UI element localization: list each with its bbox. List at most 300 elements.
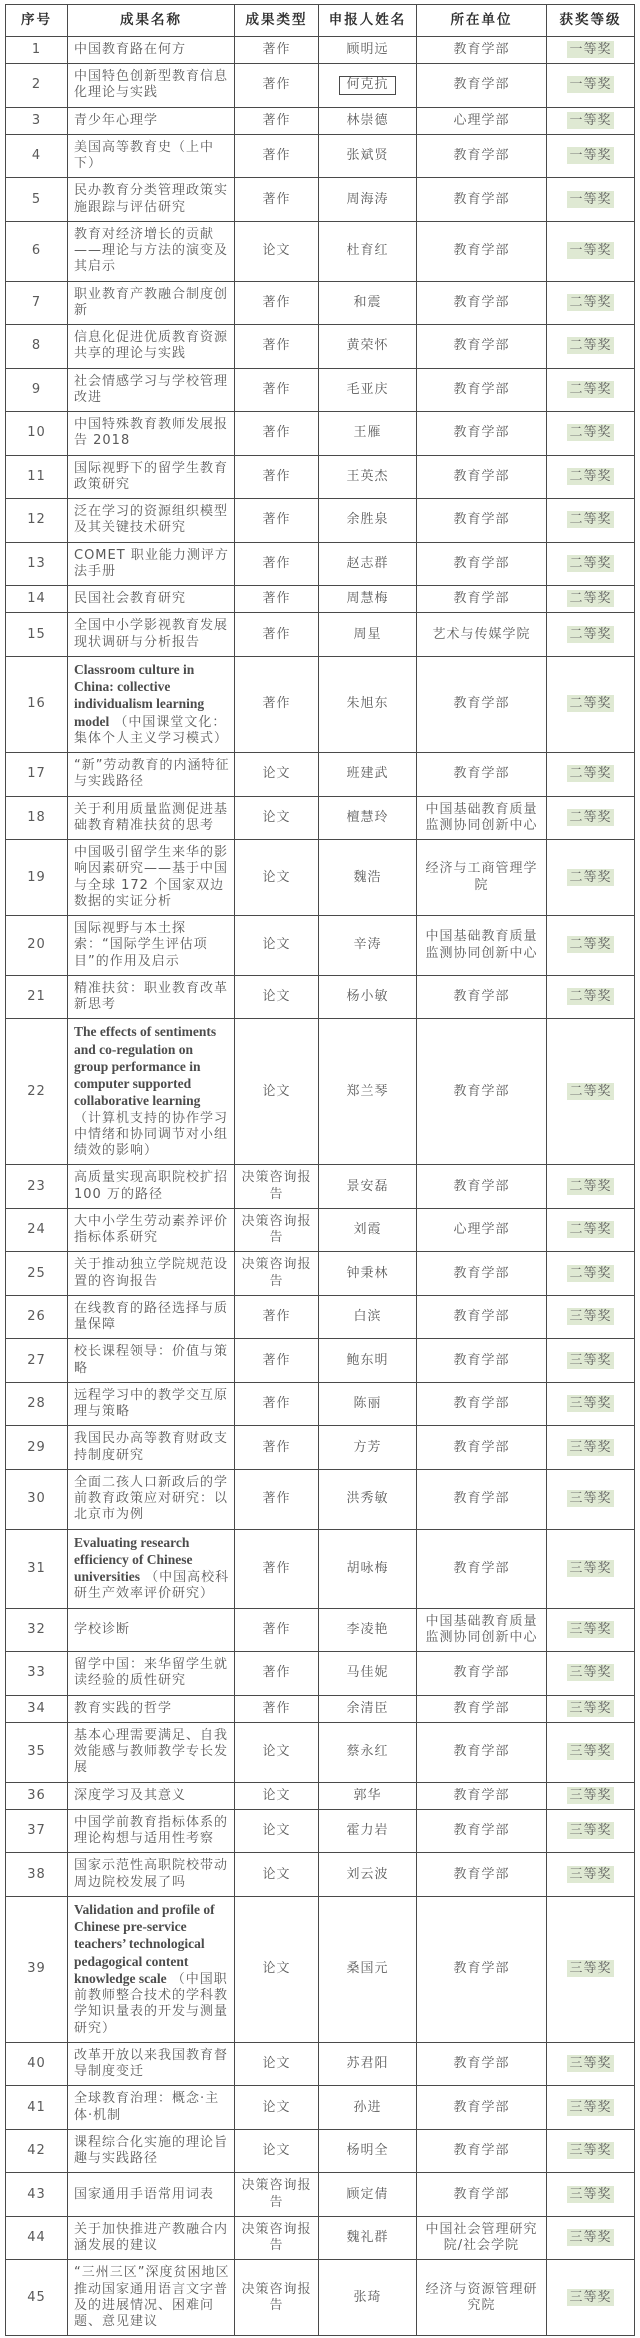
table-row <box>6 1695 635 1722</box>
cell-unit: 教育学部 <box>417 1295 547 1339</box>
cell-title: 高质量实现高职院校扩招 100 万的路径 <box>68 1165 235 1209</box>
cell-award <box>547 840 635 916</box>
cell-type: 著作 <box>235 1382 319 1426</box>
cell-unit: 教育学部 <box>417 1529 547 1608</box>
award-level-badge: 二等奖 <box>569 1222 612 1237</box>
cell-award <box>547 1896 635 2042</box>
cell-award <box>547 134 635 178</box>
cell-serial: 2 <box>6 64 68 108</box>
cell-award <box>547 1252 635 1296</box>
cell-unit: 教育学部 <box>417 2173 547 2217</box>
cell-type: 著作 <box>235 656 319 752</box>
cell-title: 校长课程领导：价值与策略 <box>68 1339 235 1383</box>
cell-unit: 教育学部 <box>417 1722 547 1782</box>
cell-award <box>547 1722 635 1782</box>
cell-serial: 42 <box>6 2129 68 2173</box>
table-row <box>6 1165 635 1209</box>
table-row <box>6 1608 635 1652</box>
table-row <box>6 1896 635 2042</box>
cell-serial: 26 <box>6 1295 68 1339</box>
cell-serial: 33 <box>6 1652 68 1696</box>
cell-unit: 教育学部 <box>417 325 547 369</box>
cell-type: 决策咨询报告 <box>235 1165 319 1209</box>
cell-type: 论文 <box>235 2086 319 2130</box>
award-level-badge: 三等奖 <box>569 1665 612 1681</box>
cell-award <box>547 107 635 134</box>
award-level-badge: 二等奖 <box>569 512 612 528</box>
cell-award <box>547 1019 635 1165</box>
cell-serial: 27 <box>6 1339 68 1383</box>
cell-applicant: 赵志群 <box>319 542 417 586</box>
award-level-badge: 二等奖 <box>569 591 612 607</box>
cell-unit: 教育学部 <box>417 1469 547 1529</box>
cell-applicant: 毛亚庆 <box>319 368 417 412</box>
cell-unit: 教育学部 <box>417 178 547 222</box>
award-level-badge: 三等奖 <box>569 1621 612 1637</box>
cell-serial: 43 <box>6 2173 68 2217</box>
cell-applicant: 王英杰 <box>319 455 417 499</box>
table-row <box>6 1529 635 1608</box>
cell-unit: 教育学部 <box>417 1652 547 1696</box>
cell-award <box>547 1695 635 1722</box>
cell-award <box>547 325 635 369</box>
table-row <box>6 1252 635 1296</box>
cell-unit: 心理学部 <box>417 107 547 134</box>
cell-type: 决策咨询报告 <box>235 1252 319 1296</box>
cell-title: Validation and profile of Chinese pre-service teachers’ technological pedagogical content knowledge scale （中国职前教师整合技术的学科教学知识量表的开发与测量研究） <box>68 1896 235 2042</box>
cell-unit: 教育学部 <box>417 753 547 797</box>
cell-award <box>547 412 635 456</box>
cell-award <box>547 1782 635 1809</box>
cell-award <box>547 753 635 797</box>
cell-applicant: 张琦 <box>319 2260 417 2336</box>
table-row <box>6 1426 635 1470</box>
cell-title: 信息化促进优质教育资源共享的理论与实践 <box>68 325 235 369</box>
cell-title: 关于加快推进产教融合内涵发展的建议 <box>68 2216 235 2260</box>
cell-unit: 中国基础教育质量监测协同创新中心 <box>417 796 547 840</box>
cell-title: COMET 职业能力测评方法手册 <box>68 542 235 586</box>
cell-serial: 11 <box>6 455 68 499</box>
cell-applicant: 顾明远 <box>319 36 417 63</box>
award-level-badge: 三等奖 <box>569 1744 612 1760</box>
cell-award <box>547 796 635 840</box>
cell-applicant: 胡咏梅 <box>319 1529 417 1608</box>
cell-serial: 28 <box>6 1382 68 1426</box>
cell-title: 中国教育路在何方 <box>68 36 235 63</box>
cell-type: 著作 <box>235 178 319 222</box>
cell-applicant: 和震 <box>319 281 417 325</box>
award-level-badge: 二等奖 <box>569 766 612 782</box>
award-level-badge: 三等奖 <box>569 1787 612 1803</box>
cell-type: 著作 <box>235 1469 319 1529</box>
header-title: 成果名称 <box>68 5 235 37</box>
award-level-badge: 二等奖 <box>569 381 612 397</box>
cell-unit: 教育学部 <box>417 1426 547 1470</box>
cell-title: 关于推动独立学院规范设置的咨询报告 <box>68 1252 235 1296</box>
cell-title: 国际视野下的留学生教育政策研究 <box>68 455 235 499</box>
cell-title: 职业教育产教融合制度创新 <box>68 281 235 325</box>
table-row <box>6 2173 635 2217</box>
cell-award <box>547 1469 635 1529</box>
cell-award <box>547 499 635 543</box>
award-level-badge: 三等奖 <box>569 1560 612 1576</box>
cell-applicant: 刘云波 <box>319 1853 417 1897</box>
cell-serial: 7 <box>6 281 68 325</box>
cell-applicant: 魏礼群 <box>319 2216 417 2260</box>
cell-applicant: 李凌艳 <box>319 1608 417 1652</box>
cell-unit: 中国基础教育质量监测协同创新中心 <box>417 1608 547 1652</box>
cell-type: 论文 <box>235 753 319 797</box>
cell-award <box>547 1208 635 1252</box>
cell-applicant: 洪秀敏 <box>319 1469 417 1529</box>
cell-unit: 教育学部 <box>417 499 547 543</box>
table-row <box>6 586 635 613</box>
cell-type: 著作 <box>235 1426 319 1470</box>
title-english-part: Validation and profile of Chinese pre-service teachers’ technological pedagogical content knowledge scale <box>74 1901 215 1986</box>
cell-type: 著作 <box>235 455 319 499</box>
header-award: 获奖等级 <box>547 5 635 37</box>
cell-title: 青少年心理学 <box>68 107 235 134</box>
table-row <box>6 64 635 108</box>
award-level-badge: 一等奖 <box>569 191 612 207</box>
cell-serial: 10 <box>6 412 68 456</box>
cell-unit: 教育学部 <box>417 368 547 412</box>
cell-type: 决策咨询报告 <box>235 1208 319 1252</box>
header-applicant: 申报人姓名 <box>319 5 417 37</box>
cell-type: 著作 <box>235 36 319 63</box>
cell-unit: 心理学部 <box>417 1208 547 1252</box>
cell-applicant: 杨明全 <box>319 2129 417 2173</box>
award-level-badge: 三等奖 <box>569 1439 612 1455</box>
cell-type: 决策咨询报告 <box>235 2173 319 2217</box>
cell-applicant: 魏浩 <box>319 840 417 916</box>
cell-serial: 44 <box>6 2216 68 2260</box>
cell-unit: 教育学部 <box>417 1382 547 1426</box>
cell-serial: 14 <box>6 586 68 613</box>
award-level-badge: 二等奖 <box>569 555 612 571</box>
cell-unit: 教育学部 <box>417 1782 547 1809</box>
cell-type: 著作 <box>235 499 319 543</box>
award-level-badge: 二等奖 <box>569 869 612 885</box>
cell-unit: 教育学部 <box>417 1695 547 1722</box>
cell-serial: 36 <box>6 1782 68 1809</box>
cell-type: 论文 <box>235 221 319 281</box>
table-row <box>6 221 635 281</box>
table-row <box>6 134 635 178</box>
cell-type: 著作 <box>235 325 319 369</box>
cell-award <box>547 975 635 1019</box>
award-level-badge: 三等奖 <box>569 1396 612 1411</box>
award-level-badge: 三等奖 <box>569 2230 612 2245</box>
award-level-badge: 二等奖 <box>569 1265 612 1281</box>
table-row <box>6 281 635 325</box>
cell-award <box>547 1652 635 1696</box>
cell-unit: 教育学部 <box>417 1339 547 1383</box>
cell-title: 国家示范性高职院校带动周边院校发展了吗 <box>68 1853 235 1897</box>
cell-award <box>547 1809 635 1853</box>
cell-type: 著作 <box>235 1652 319 1696</box>
cell-applicant: 周海涛 <box>319 178 417 222</box>
cell-unit: 教育学部 <box>417 586 547 613</box>
cell-type: 论文 <box>235 1809 319 1853</box>
cell-unit: 教育学部 <box>417 542 547 586</box>
award-level-badge: 二等奖 <box>569 809 612 825</box>
cell-unit: 教育学部 <box>417 1853 547 1897</box>
cell-serial: 45 <box>6 2260 68 2336</box>
cell-serial: 38 <box>6 1853 68 1897</box>
cell-award <box>547 1165 635 1209</box>
cell-serial: 39 <box>6 1896 68 2042</box>
cell-applicant: 班建武 <box>319 753 417 797</box>
award-level-badge: 一等奖 <box>569 77 612 93</box>
cell-type: 决策咨询报告 <box>235 2216 319 2260</box>
cell-title: “新”劳动教育的内涵特征与实践路径 <box>68 753 235 797</box>
cell-serial: 22 <box>6 1019 68 1165</box>
cell-applicant: 林崇德 <box>319 107 417 134</box>
table-row <box>6 1208 635 1252</box>
cell-serial: 16 <box>6 656 68 752</box>
awards-table <box>5 4 635 2336</box>
cell-type: 著作 <box>235 542 319 586</box>
cell-applicant: 张斌贤 <box>319 134 417 178</box>
cell-serial: 19 <box>6 840 68 916</box>
cell-title: 留学中国：来华留学生就读经验的质性研究 <box>68 1652 235 1696</box>
award-level-badge: 一等奖 <box>569 243 612 259</box>
cell-applicant: 余胜泉 <box>319 499 417 543</box>
award-level-badge: 二等奖 <box>569 425 612 441</box>
cell-award <box>547 2173 635 2217</box>
cell-unit: 教育学部 <box>417 1809 547 1853</box>
cell-applicant: 马佳妮 <box>319 1652 417 1696</box>
award-level-badge: 二等奖 <box>569 1083 612 1099</box>
cell-type: 决策咨询报告 <box>235 2260 319 2336</box>
cell-title: 教育实践的哲学 <box>68 1695 235 1722</box>
cell-applicant: 周星 <box>319 613 417 657</box>
cell-serial: 21 <box>6 975 68 1019</box>
cell-serial: 40 <box>6 2042 68 2086</box>
cell-unit: 教育学部 <box>417 1019 547 1165</box>
cell-unit: 中国社会管理研究院/社会学院 <box>417 2216 547 2260</box>
award-level-badge: 三等奖 <box>569 1700 612 1716</box>
award-level-badge: 一等奖 <box>569 41 612 57</box>
cell-title: The effects of sentiments and co-regulation on group performance in computer supported collaborative learning （计算机支持的协作学习中情绪和协同调节对小组绩效的影响） <box>68 1019 235 1165</box>
award-level-badge: 二等奖 <box>569 338 612 354</box>
cell-title: 中国特色创新型教育信息化理论与实践 <box>68 64 235 108</box>
awards-table-body <box>6 36 635 2336</box>
cell-applicant: 郑兰琴 <box>319 1019 417 1165</box>
cell-type: 论文 <box>235 975 319 1019</box>
cell-serial: 37 <box>6 1809 68 1853</box>
table-row <box>6 2129 635 2173</box>
cell-award <box>547 1853 635 1897</box>
cell-applicant: 杨小敏 <box>319 975 417 1019</box>
cell-serial: 13 <box>6 542 68 586</box>
cell-type: 论文 <box>235 1019 319 1165</box>
cell-type: 著作 <box>235 64 319 108</box>
cell-unit: 教育学部 <box>417 221 547 281</box>
cell-unit: 教育学部 <box>417 656 547 752</box>
table-row <box>6 916 635 976</box>
cell-serial: 12 <box>6 499 68 543</box>
table-row <box>6 1295 635 1339</box>
title-english-part: The effects of sentiments and co-regulation on group performance in computer supported collaborative learning <box>74 1024 217 1109</box>
cell-type: 论文 <box>235 1722 319 1782</box>
cell-title: 中国特殊教育教师发展报告 2018 <box>68 412 235 456</box>
cell-award <box>547 368 635 412</box>
cell-unit: 教育学部 <box>417 281 547 325</box>
cell-type: 著作 <box>235 613 319 657</box>
cell-type: 论文 <box>235 840 319 916</box>
table-row <box>6 975 635 1019</box>
table-row <box>6 1782 635 1809</box>
cell-unit: 教育学部 <box>417 2086 547 2130</box>
title-english-part: Evaluating research efficiency of Chinese universities <box>74 1534 193 1585</box>
table-row <box>6 1853 635 1897</box>
cell-type: 论文 <box>235 2042 319 2086</box>
cell-title: 学校诊断 <box>68 1608 235 1652</box>
cell-type: 著作 <box>235 586 319 613</box>
cell-applicant: 朱旭东 <box>319 656 417 752</box>
cell-type: 著作 <box>235 1529 319 1608</box>
award-level-badge: 三等奖 <box>569 2099 612 2115</box>
cell-unit: 教育学部 <box>417 412 547 456</box>
cell-award <box>547 281 635 325</box>
cell-serial: 15 <box>6 613 68 657</box>
cell-title: 国际视野与本土探索：“国际学生评估项目”的作用及启示 <box>68 916 235 976</box>
table-row <box>6 1469 635 1529</box>
table-row <box>6 107 635 134</box>
cell-serial: 24 <box>6 1208 68 1252</box>
award-level-badge: 三等奖 <box>569 1961 612 1977</box>
table-row <box>6 1652 635 1696</box>
cell-serial: 6 <box>6 221 68 281</box>
cell-serial: 29 <box>6 1426 68 1470</box>
cell-applicant: 鲍东明 <box>319 1339 417 1383</box>
cell-unit: 教育学部 <box>417 1252 547 1296</box>
cell-unit: 教育学部 <box>417 455 547 499</box>
cell-unit: 艺术与传媒学院 <box>417 613 547 657</box>
cell-serial: 41 <box>6 2086 68 2130</box>
award-level-badge: 三等奖 <box>569 1866 612 1882</box>
cell-award <box>547 64 635 108</box>
cell-title: 精准扶贫：职业教育改革新思考 <box>68 975 235 1019</box>
cell-title: “三州三区”深度贫困地区推动国家通用语言文字普及的进展情况、困难问题、意见建议 <box>68 2260 235 2336</box>
cell-title: 泛在学习的资源组织模型及其关键技术研究 <box>68 499 235 543</box>
award-level-badge: 二等奖 <box>569 468 612 484</box>
award-level-badge: 二等奖 <box>569 1178 612 1194</box>
cell-award <box>547 1295 635 1339</box>
cell-unit: 教育学部 <box>417 64 547 108</box>
cell-title: 在线教育的路径选择与质量保障 <box>68 1295 235 1339</box>
cell-title: 中国学前教育指标体系的理论构想与适用性考察 <box>68 1809 235 1853</box>
cell-unit: 教育学部 <box>417 2042 547 2086</box>
cell-award <box>547 656 635 752</box>
cell-type: 著作 <box>235 1695 319 1722</box>
cell-applicant: 景安磊 <box>319 1165 417 1209</box>
cell-title: 中国吸引留学生来华的影响因素研究——基于中国与全球 172 个国家双边数据的实证分析 <box>68 840 235 916</box>
applicant-name-box: 何克抗 <box>339 76 395 95</box>
cell-award <box>547 2216 635 2260</box>
cell-type: 论文 <box>235 1782 319 1809</box>
cell-applicant: 王雁 <box>319 412 417 456</box>
table-row <box>6 1722 635 1782</box>
table-row <box>6 2042 635 2086</box>
cell-applicant: 孙进 <box>319 2086 417 2130</box>
cell-title: 改革开放以来我国教育督导制度变迁 <box>68 2042 235 2086</box>
table-row <box>6 36 635 63</box>
cell-serial: 30 <box>6 1469 68 1529</box>
cell-type: 论文 <box>235 1853 319 1897</box>
cell-title: 深度学习及其意义 <box>68 1782 235 1809</box>
cell-applicant: 余清臣 <box>319 1695 417 1722</box>
table-row <box>6 1809 635 1853</box>
award-level-badge: 三等奖 <box>569 1823 612 1838</box>
cell-applicant: 方芳 <box>319 1426 417 1470</box>
header-type: 成果类型 <box>235 5 319 37</box>
cell-award <box>547 1529 635 1608</box>
cell-award <box>547 916 635 976</box>
award-level-badge: 三等奖 <box>569 2186 612 2202</box>
cell-title: 国家通用手语常用词表 <box>68 2173 235 2217</box>
title-english-part: Classroom culture in China: collective individualism learning model <box>74 661 205 729</box>
cell-applicant: 桑国元 <box>319 1896 417 2042</box>
cell-title: 全面二孩人口新政后的学前教育政策应对研究：以北京市为例 <box>68 1469 235 1529</box>
cell-type: 论文 <box>235 796 319 840</box>
award-level-badge: 三等奖 <box>569 2289 612 2305</box>
cell-type: 论文 <box>235 916 319 976</box>
cell-award <box>547 2129 635 2173</box>
cell-title: 我国民办高等教育财政支持制度研究 <box>68 1426 235 1470</box>
cell-type: 著作 <box>235 281 319 325</box>
award-level-badge: 二等奖 <box>569 626 612 642</box>
cell-type: 论文 <box>235 2129 319 2173</box>
award-level-badge: 一等奖 <box>569 112 612 128</box>
cell-applicant: 苏君阳 <box>319 2042 417 2086</box>
table-header-row <box>6 5 635 37</box>
cell-award <box>547 586 635 613</box>
cell-type: 论文 <box>235 1896 319 2042</box>
award-level-badge: 三等奖 <box>569 2143 612 2158</box>
cell-title: Evaluating research efficiency of Chinese universities （中国高校科研生产效率评价研究） <box>68 1529 235 1608</box>
cell-unit: 教育学部 <box>417 36 547 63</box>
cell-applicant: 檀慧玲 <box>319 796 417 840</box>
award-level-badge: 二等奖 <box>569 937 612 953</box>
award-level-badge: 一等奖 <box>569 148 612 163</box>
cell-serial: 8 <box>6 325 68 369</box>
cell-type: 著作 <box>235 368 319 412</box>
cell-applicant: 陈丽 <box>319 1382 417 1426</box>
cell-serial: 34 <box>6 1695 68 1722</box>
award-level-badge: 三等奖 <box>569 1491 612 1507</box>
cell-award <box>547 1608 635 1652</box>
cell-serial: 35 <box>6 1722 68 1782</box>
cell-applicant: 刘霞 <box>319 1208 417 1252</box>
cell-applicant: 辛涛 <box>319 916 417 976</box>
cell-type: 著作 <box>235 412 319 456</box>
cell-title: 全国中小学影视教育发展现状调研与分析报告 <box>68 613 235 657</box>
cell-award <box>547 1339 635 1383</box>
cell-type: 著作 <box>235 1339 319 1383</box>
award-level-badge: 三等奖 <box>569 1309 612 1324</box>
cell-title: 教育对经济增长的贡献——理论与方法的演变及其启示 <box>68 221 235 281</box>
cell-title: 全球教育治理：概念·主体·机制 <box>68 2086 235 2130</box>
cell-serial: 5 <box>6 178 68 222</box>
cell-title: 美国高等教育史（上中下） <box>68 134 235 178</box>
cell-serial: 17 <box>6 753 68 797</box>
cell-award <box>547 542 635 586</box>
cell-award <box>547 2042 635 2086</box>
cell-applicant: 钟秉林 <box>319 1252 417 1296</box>
